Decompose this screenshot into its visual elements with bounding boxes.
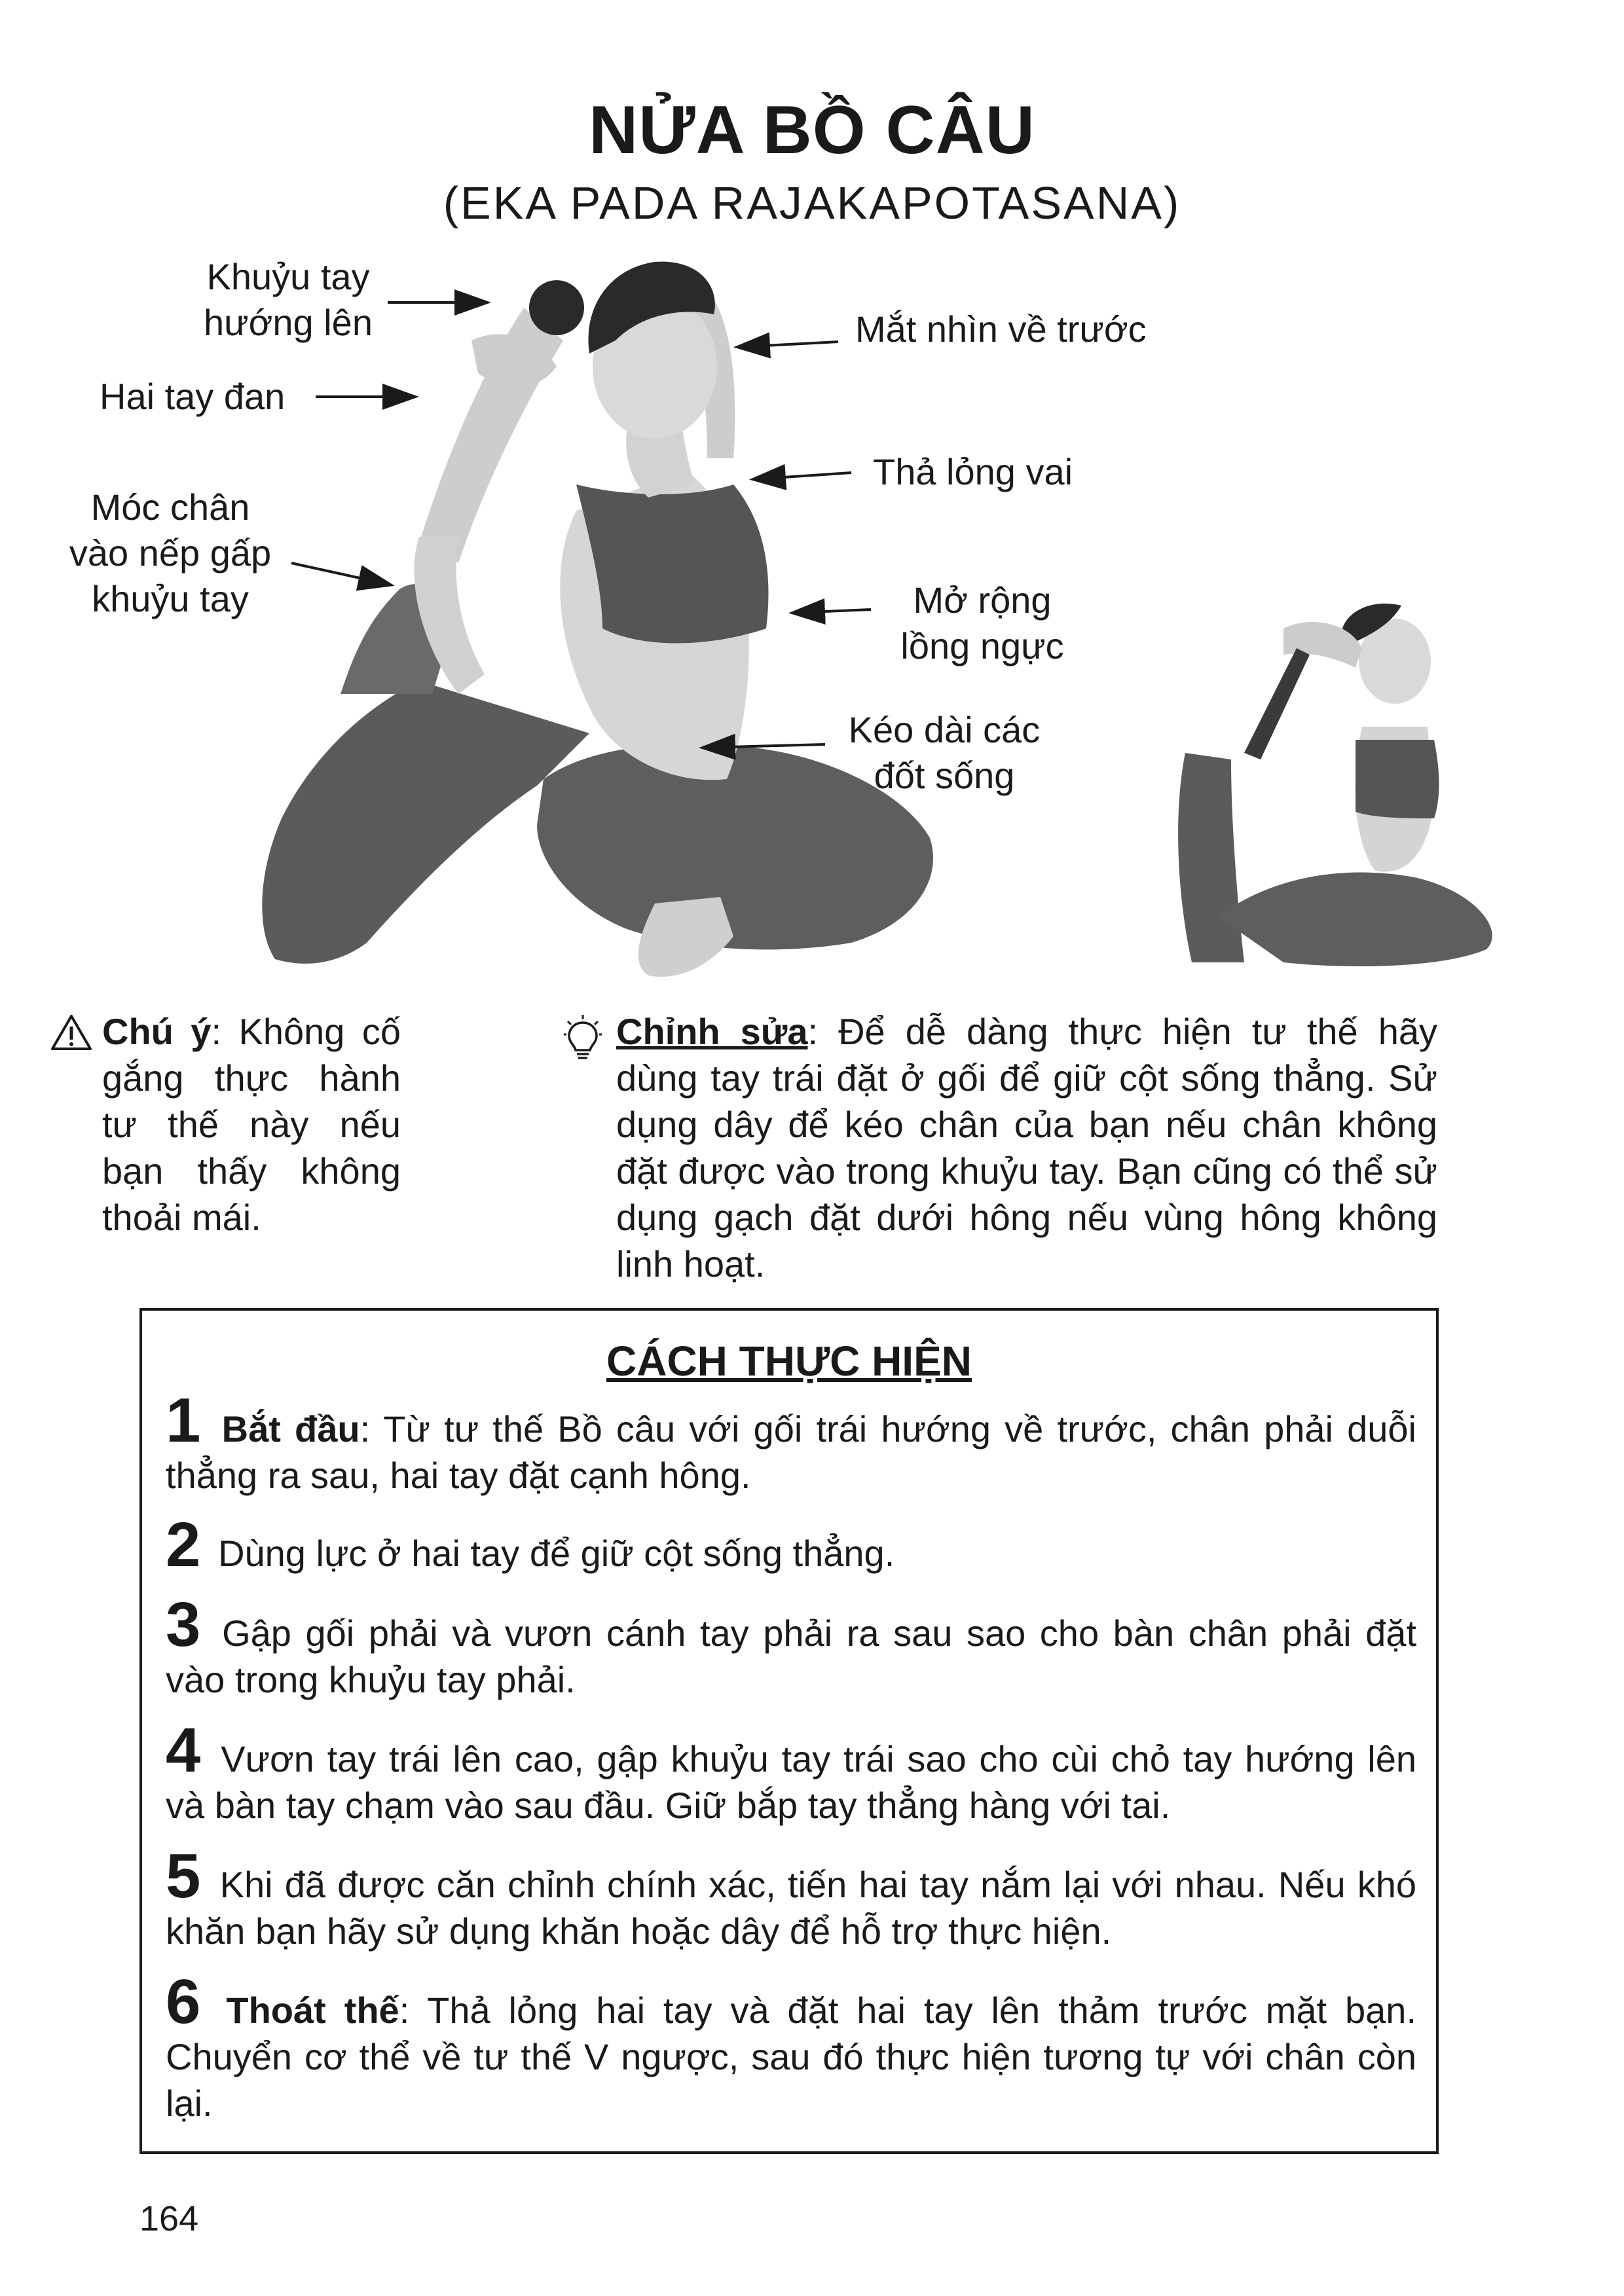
instructions-box bbox=[139, 1308, 1439, 2154]
arrow-open-chest bbox=[794, 610, 871, 613]
step-text: Vươn tay trái lên cao, gập khuỷu tay trái sao cho cùi chỏ tay hướng lên và bàn tay chạm vào sau đầu. Giữ bắp tay thẳng hàng với tai. bbox=[166, 1738, 1416, 1826]
step-3 bbox=[166, 1590, 1417, 1703]
label-elbow-up bbox=[183, 254, 393, 346]
step-number: 4 bbox=[166, 1715, 221, 1785]
arrow-hook-foot bbox=[291, 563, 390, 585]
step-text: Gập gối phải và vươn cánh tay phải ra sau sao cho bàn chân phải đặt vào trong khuỷu tay phải. bbox=[166, 1613, 1417, 1700]
label-line: Móc chân bbox=[90, 486, 250, 528]
step-2 bbox=[166, 1510, 1416, 1580]
label-line: khuỷu tay bbox=[92, 578, 249, 619]
label-line: vào nếp gấp bbox=[69, 532, 272, 574]
page-number: 164 bbox=[139, 2199, 199, 2238]
page-title: NỬA BỒ CÂU bbox=[589, 92, 1035, 168]
step-1 bbox=[166, 1385, 1416, 1499]
step-text: : Từ tư thế Bồ câu với gối trái hướng về trước, chân phải duỗi thẳng ra sau, hai tay đặt cạnh hông. bbox=[166, 1408, 1416, 1496]
caution-label: Chú ý bbox=[102, 1011, 212, 1052]
page-subtitle: (EKA PADA RAJAKAPOTASANA) bbox=[443, 177, 1181, 228]
label-line: Kéo dài các bbox=[848, 709, 1041, 750]
step-number: 1 bbox=[166, 1385, 222, 1455]
label-line: đốt sống bbox=[874, 755, 1015, 796]
step-number: 2 bbox=[166, 1510, 219, 1580]
label-lengthen-spine bbox=[826, 707, 1062, 799]
step-label: Bắt đầu bbox=[221, 1408, 360, 1449]
label-line: Khuỷu tay bbox=[206, 256, 370, 297]
arrow-relax-shoulders bbox=[754, 473, 851, 479]
step-number: 3 bbox=[166, 1590, 223, 1660]
caution-note bbox=[102, 1008, 401, 1241]
main-pose-figure bbox=[262, 262, 933, 977]
step-text: Dùng lực ở hai tay để giữ cột sống thẳng. bbox=[218, 1533, 895, 1574]
variation-pose-figure bbox=[1178, 604, 1492, 966]
step-5 bbox=[166, 1841, 1417, 1954]
step-text: : Thả lỏng hai tay và đặt hai tay lên thảm trước mặt bạn. Chuyển cơ thể về tư thế V ngược, sau đó thực hiện tương tự với chân còn lại. bbox=[166, 1990, 1416, 2124]
label-line: lồng ngực bbox=[900, 625, 1064, 666]
step-4 bbox=[166, 1715, 1416, 1829]
label-hook-foot bbox=[52, 484, 288, 622]
lightbulb-icon bbox=[564, 1013, 602, 1063]
label-hands-clasp: Hai tay đan bbox=[100, 376, 286, 417]
label-line: Mở rộng bbox=[913, 579, 1052, 621]
label-open-chest bbox=[877, 577, 1087, 669]
modify-text: : Để dễ dàng thực hiện tư thế hãy dùng tay trái đặt ở gối để giữ cột sống thẳng. Sử dụng dây để kéo chân của bạn nếu chân không đặt được vào trong khuỷu tay. Bạn cũng có thể sử dụng gạch đặt dưới hông nếu vùng hông không linh hoạt. bbox=[616, 1011, 1437, 1285]
modify-label: Chỉnh sửa bbox=[616, 1011, 808, 1052]
step-6 bbox=[166, 1967, 1416, 2126]
label-eyes-forward: Mắt nhìn về trước bbox=[855, 308, 1147, 350]
label-line: hướng lên bbox=[204, 302, 373, 343]
warning-triangle-icon bbox=[50, 1013, 93, 1051]
step-label: Thoát thế bbox=[226, 1990, 399, 2031]
label-relax-shoulders: Thả lỏng vai bbox=[873, 451, 1073, 492]
step-number: 5 bbox=[166, 1841, 220, 1911]
caution-text: : Không cố gắng thực hành tư thế này nếu bạn thấy không thoải mái. bbox=[102, 1011, 401, 1238]
arrow-eyes-forward bbox=[739, 342, 838, 347]
modify-note bbox=[616, 1008, 1437, 1287]
instructions-title: CÁCH THỰC HIỆN bbox=[606, 1338, 972, 1385]
step-text: Khi đã được căn chỉnh chính xác, tiến hai tay nắm lại với nhau. Nếu khó khăn bạn hãy sử dụng khăn hoặc dây để hỗ trợ thực hiện. bbox=[166, 1864, 1417, 1952]
step-number: 6 bbox=[166, 1967, 227, 2037]
